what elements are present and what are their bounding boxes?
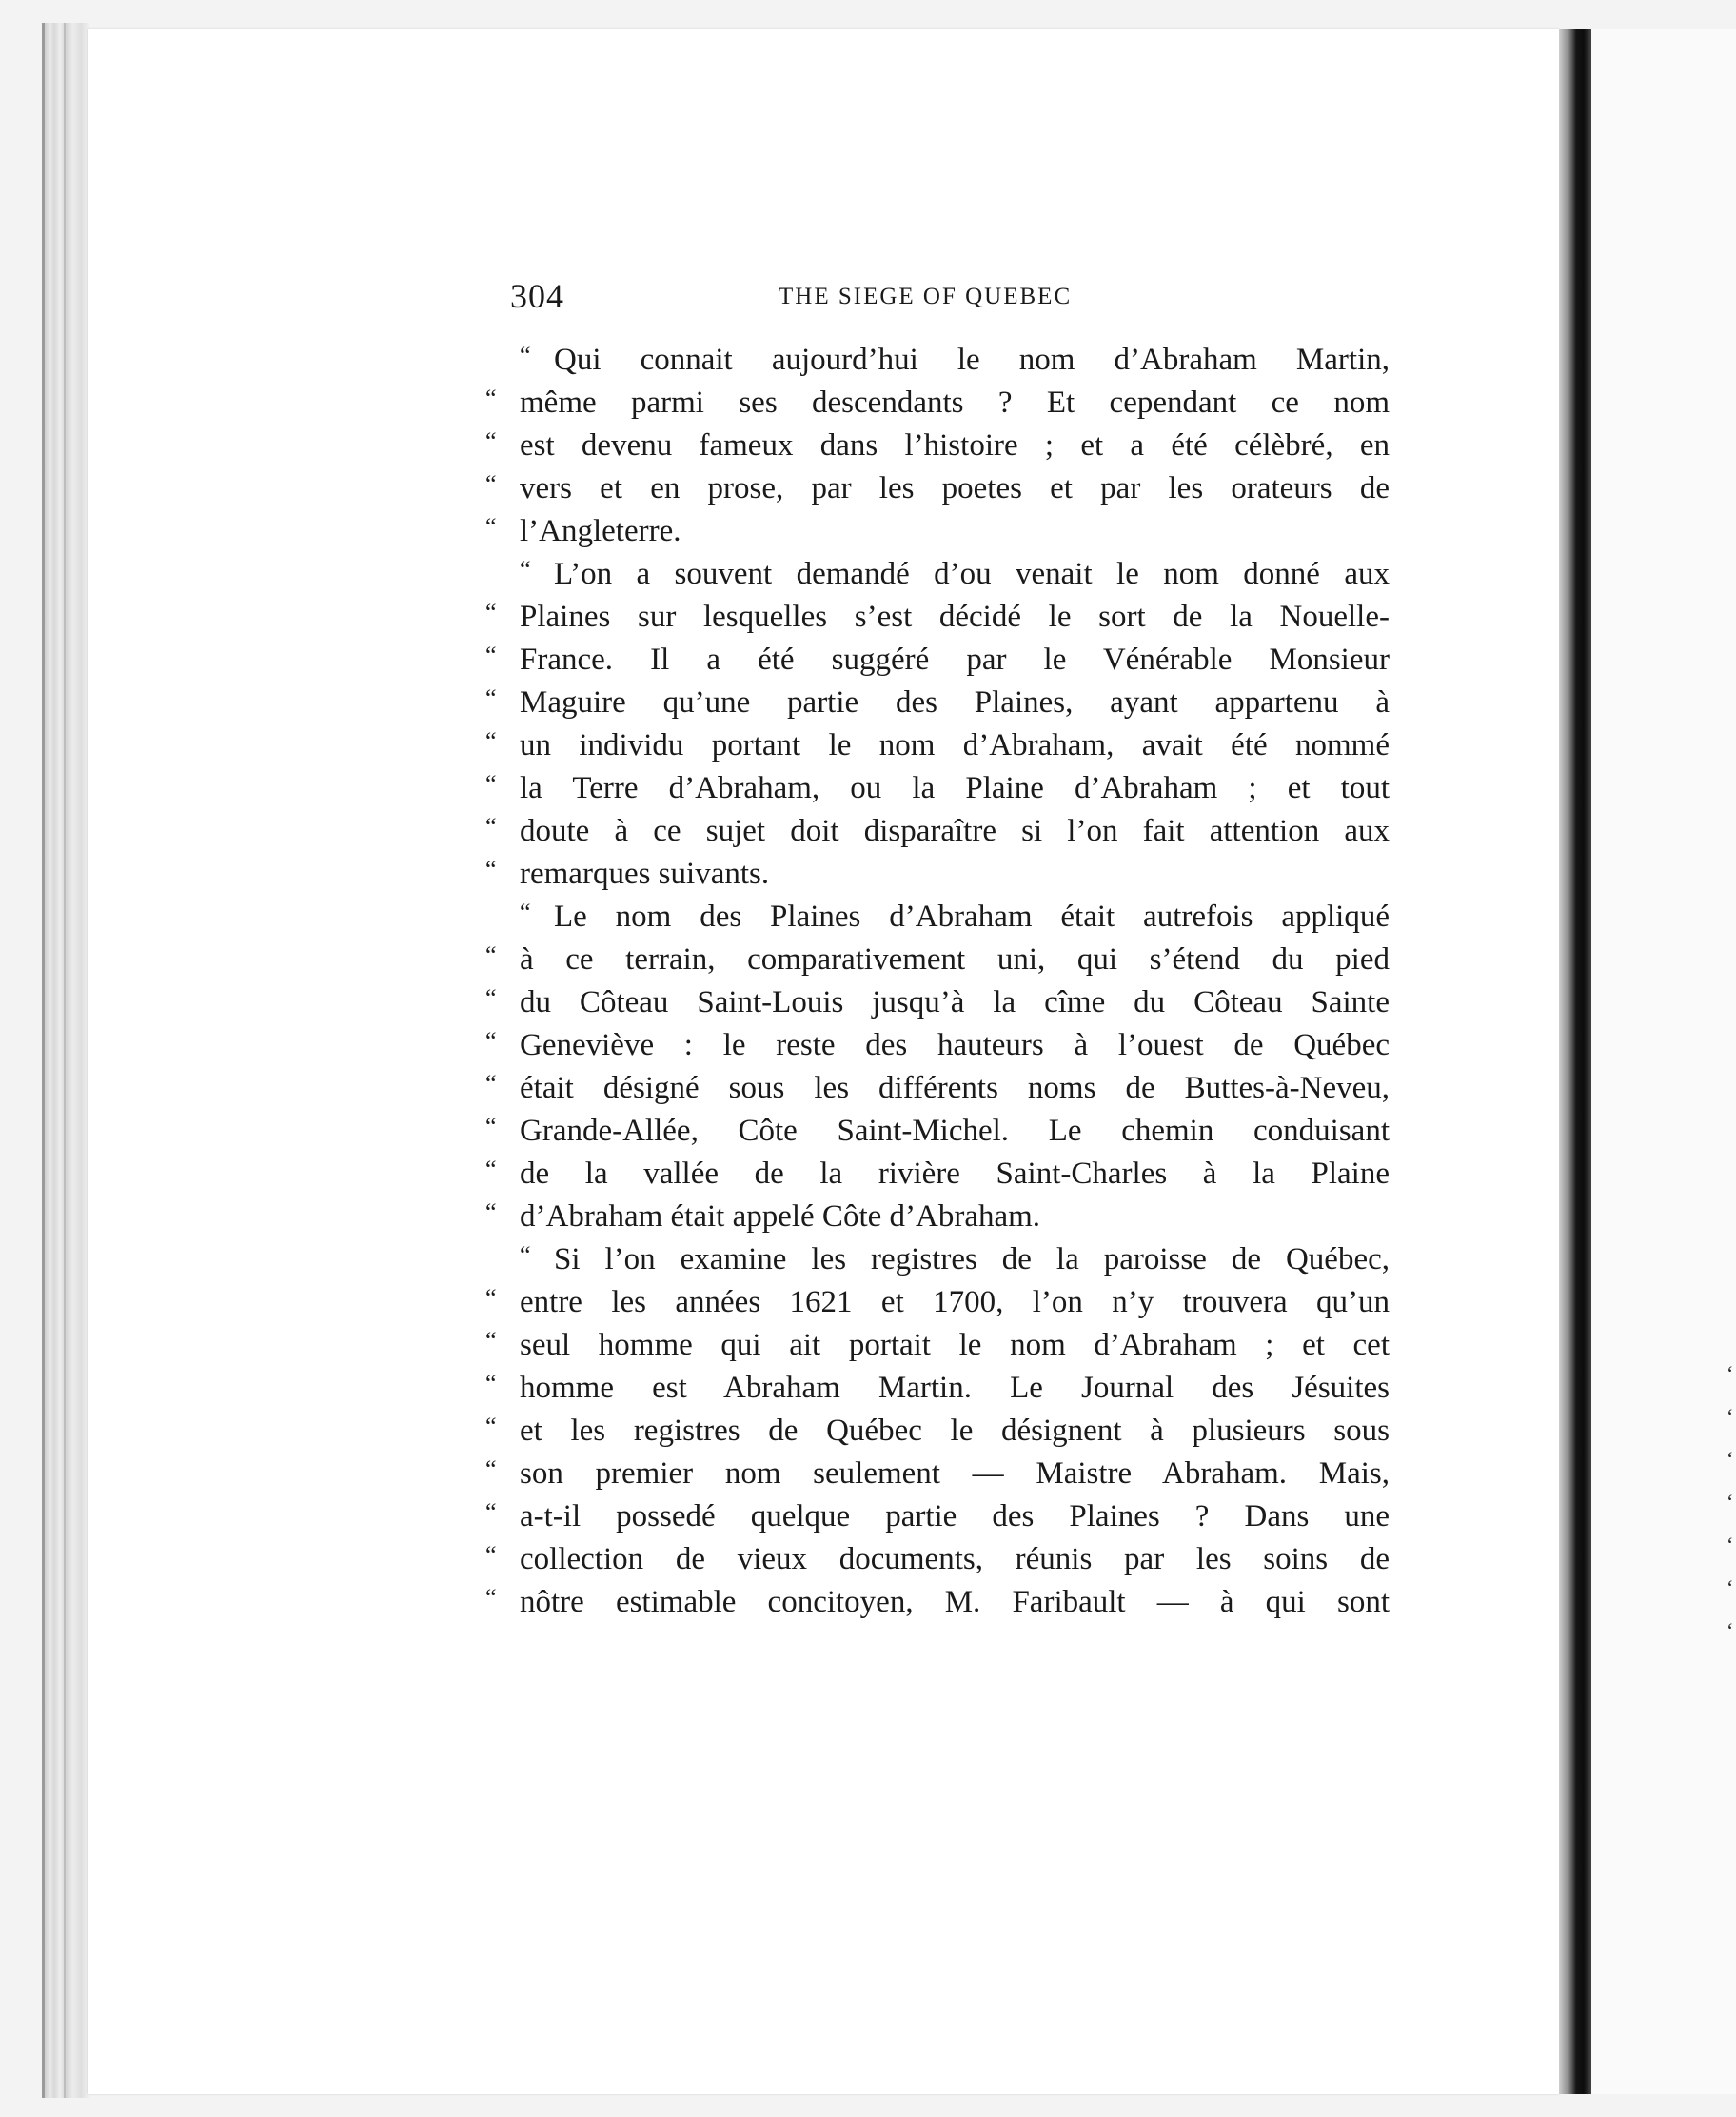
quote-mark: “: [485, 599, 497, 626]
line-text: L’on a souvent demandé d’ou venait le nom donné aux: [554, 557, 1390, 591]
line-text: même parmi ses descendants ? Et cependant ce nom: [520, 386, 1390, 420]
quote-mark: “: [485, 1498, 497, 1526]
line-text: et les registres de Québec le désignent à plusieurs sous: [520, 1414, 1390, 1448]
line-text: à ce terrain, comparativement uni, qui s’étend du pied: [520, 942, 1390, 977]
text-line: [485, 553, 1390, 596]
text-line: [485, 639, 1390, 682]
text-line: [485, 1110, 1390, 1153]
line-text: France. Il a été suggéré par le Vénérable Monsieur: [520, 643, 1390, 677]
text-line: [485, 1410, 1390, 1453]
line-text: l’Angleterre.: [520, 514, 681, 548]
running-title: THE SIEGE OF QUEBEC: [779, 284, 1073, 309]
text-line: [485, 1238, 1390, 1281]
text-line: [485, 810, 1390, 853]
line-text: Geneviève : le reste des hauteurs à l’ouest de Québec: [520, 1028, 1390, 1062]
line-text: était désigné sous les différents noms de Buttes-à-Neveu,: [520, 1071, 1390, 1105]
quote-mark: “: [485, 470, 497, 498]
line-text: nôtre estimable concitoyen, M. Faribault — à qui sont: [520, 1585, 1390, 1619]
line-text: homme est Abraham Martin. Le Journal des Jésuites: [520, 1371, 1390, 1405]
quote-mark: “: [520, 899, 531, 926]
text-line: [485, 425, 1390, 467]
line-text: du Côteau Saint-Louis jusqu’à la cîme du Côteau Sainte: [520, 985, 1390, 1019]
line-text: Qui connait aujourd’hui le nom d’Abraham Martin,: [554, 343, 1390, 377]
quote-mark: “: [485, 1027, 497, 1055]
facing-page: [1591, 29, 1736, 2094]
text-line: [485, 596, 1390, 639]
page-number: 304: [510, 277, 564, 315]
text-line: [485, 1153, 1390, 1196]
text-line: [485, 1196, 1390, 1238]
body-text: [485, 339, 1390, 1624]
text-line: [485, 1367, 1390, 1410]
text-line: [485, 510, 1390, 553]
quote-mark: “: [485, 1327, 497, 1355]
quote-mark: “: [485, 1284, 497, 1312]
quote-mark: “: [520, 556, 531, 584]
line-text: un individu portant le nom d’Abraham, avait été nommé: [520, 728, 1390, 762]
line-text: de la vallée de la rivière Saint-Charles à la Plaine: [520, 1157, 1390, 1191]
text-line: [485, 1281, 1390, 1324]
facing-quote-mark: ‘: [1726, 1575, 1734, 1599]
text-line: [485, 1495, 1390, 1538]
text-line: [485, 467, 1390, 510]
facing-quote-mark: ‘: [1726, 1618, 1734, 1642]
page-edges: [42, 23, 90, 2098]
line-text: Le nom des Plaines d’Abraham était autrefois appliqué: [554, 900, 1390, 934]
text-line: [485, 896, 1390, 939]
running-head: [510, 276, 1386, 324]
facing-quote-mark: ‘: [1726, 1447, 1734, 1471]
text-line: [485, 1538, 1390, 1581]
quote-mark: “: [520, 1241, 531, 1269]
quote-mark: “: [485, 727, 497, 755]
quote-mark: “: [485, 1070, 497, 1098]
quote-mark: “: [485, 1156, 497, 1183]
quote-mark: “: [485, 770, 497, 798]
facing-page-marks: [1726, 1352, 1736, 1652]
line-text: doute à ce sujet doit disparaître si l’on fait attention aux: [520, 814, 1390, 848]
text-line: [485, 981, 1390, 1024]
quote-mark: “: [485, 385, 497, 412]
text-line: [485, 724, 1390, 767]
quote-mark: “: [485, 1584, 497, 1612]
facing-quote-mark: ‘: [1726, 1533, 1734, 1556]
text-line: [485, 1067, 1390, 1110]
text-line: [485, 1581, 1390, 1624]
line-text: remarques suivants.: [520, 857, 770, 891]
text-line: [485, 339, 1390, 382]
text-line: [485, 382, 1390, 425]
text-line: [485, 1024, 1390, 1067]
text-line: [485, 767, 1390, 810]
quote-mark: “: [485, 1413, 497, 1440]
text-line: [485, 682, 1390, 724]
text-line: [485, 1324, 1390, 1367]
quote-mark: “: [485, 1541, 497, 1569]
quote-mark: “: [485, 684, 497, 712]
facing-quote-mark: ‘: [1726, 1404, 1734, 1428]
quote-mark: “: [485, 1113, 497, 1140]
line-text: collection de vieux documents, réunis par les soins de: [520, 1542, 1390, 1576]
line-text: Grande-Allée, Côte Saint-Michel. Le chemin conduisant: [520, 1114, 1390, 1148]
line-text: Plaines sur lesquelles s’est décidé le sort de la Nouelle-: [520, 600, 1390, 634]
facing-quote-mark: ‘: [1726, 1361, 1734, 1385]
quote-mark: “: [485, 941, 497, 969]
line-text: son premier nom seulement — Maistre Abraham. Mais,: [520, 1456, 1390, 1491]
line-text: vers et en prose, par les poetes et par les orateurs de: [520, 471, 1390, 505]
facing-quote-mark: ‘: [1726, 1490, 1734, 1514]
quote-mark: “: [485, 1370, 497, 1397]
quote-mark: “: [485, 1198, 497, 1226]
quote-mark: “: [485, 984, 497, 1012]
line-text: Si l’on examine les registres de la paroisse de Québec,: [554, 1242, 1390, 1276]
line-text: est devenu fameux dans l’histoire ; et a été célèbré, en: [520, 428, 1390, 463]
line-text: entre les années 1621 et 1700, l’on n’y trouvera qu’un: [520, 1285, 1390, 1319]
line-text: a-t-il possedé quelque partie des Plaines ? Dans une: [520, 1499, 1390, 1533]
quote-mark: “: [485, 513, 497, 541]
book-spine: [1559, 29, 1591, 2094]
line-text: Maguire qu’une partie des Plaines, ayant appartenu à: [520, 685, 1390, 720]
line-text: la Terre d’Abraham, ou la Plaine d’Abraham ; et tout: [520, 771, 1390, 805]
line-text: seul homme qui ait portait le nom d’Abraham ; et cet: [520, 1328, 1390, 1362]
quote-mark: “: [485, 1455, 497, 1483]
quote-mark: “: [485, 856, 497, 883]
quote-mark: “: [485, 813, 497, 841]
text-line: [485, 939, 1390, 981]
quote-mark: “: [485, 427, 497, 455]
quote-mark: “: [520, 342, 531, 369]
quote-mark: “: [485, 642, 497, 669]
text-line: [485, 1453, 1390, 1495]
text-line: [485, 853, 1390, 896]
line-text: d’Abraham était appelé Côte d’Abraham.: [520, 1199, 1041, 1234]
